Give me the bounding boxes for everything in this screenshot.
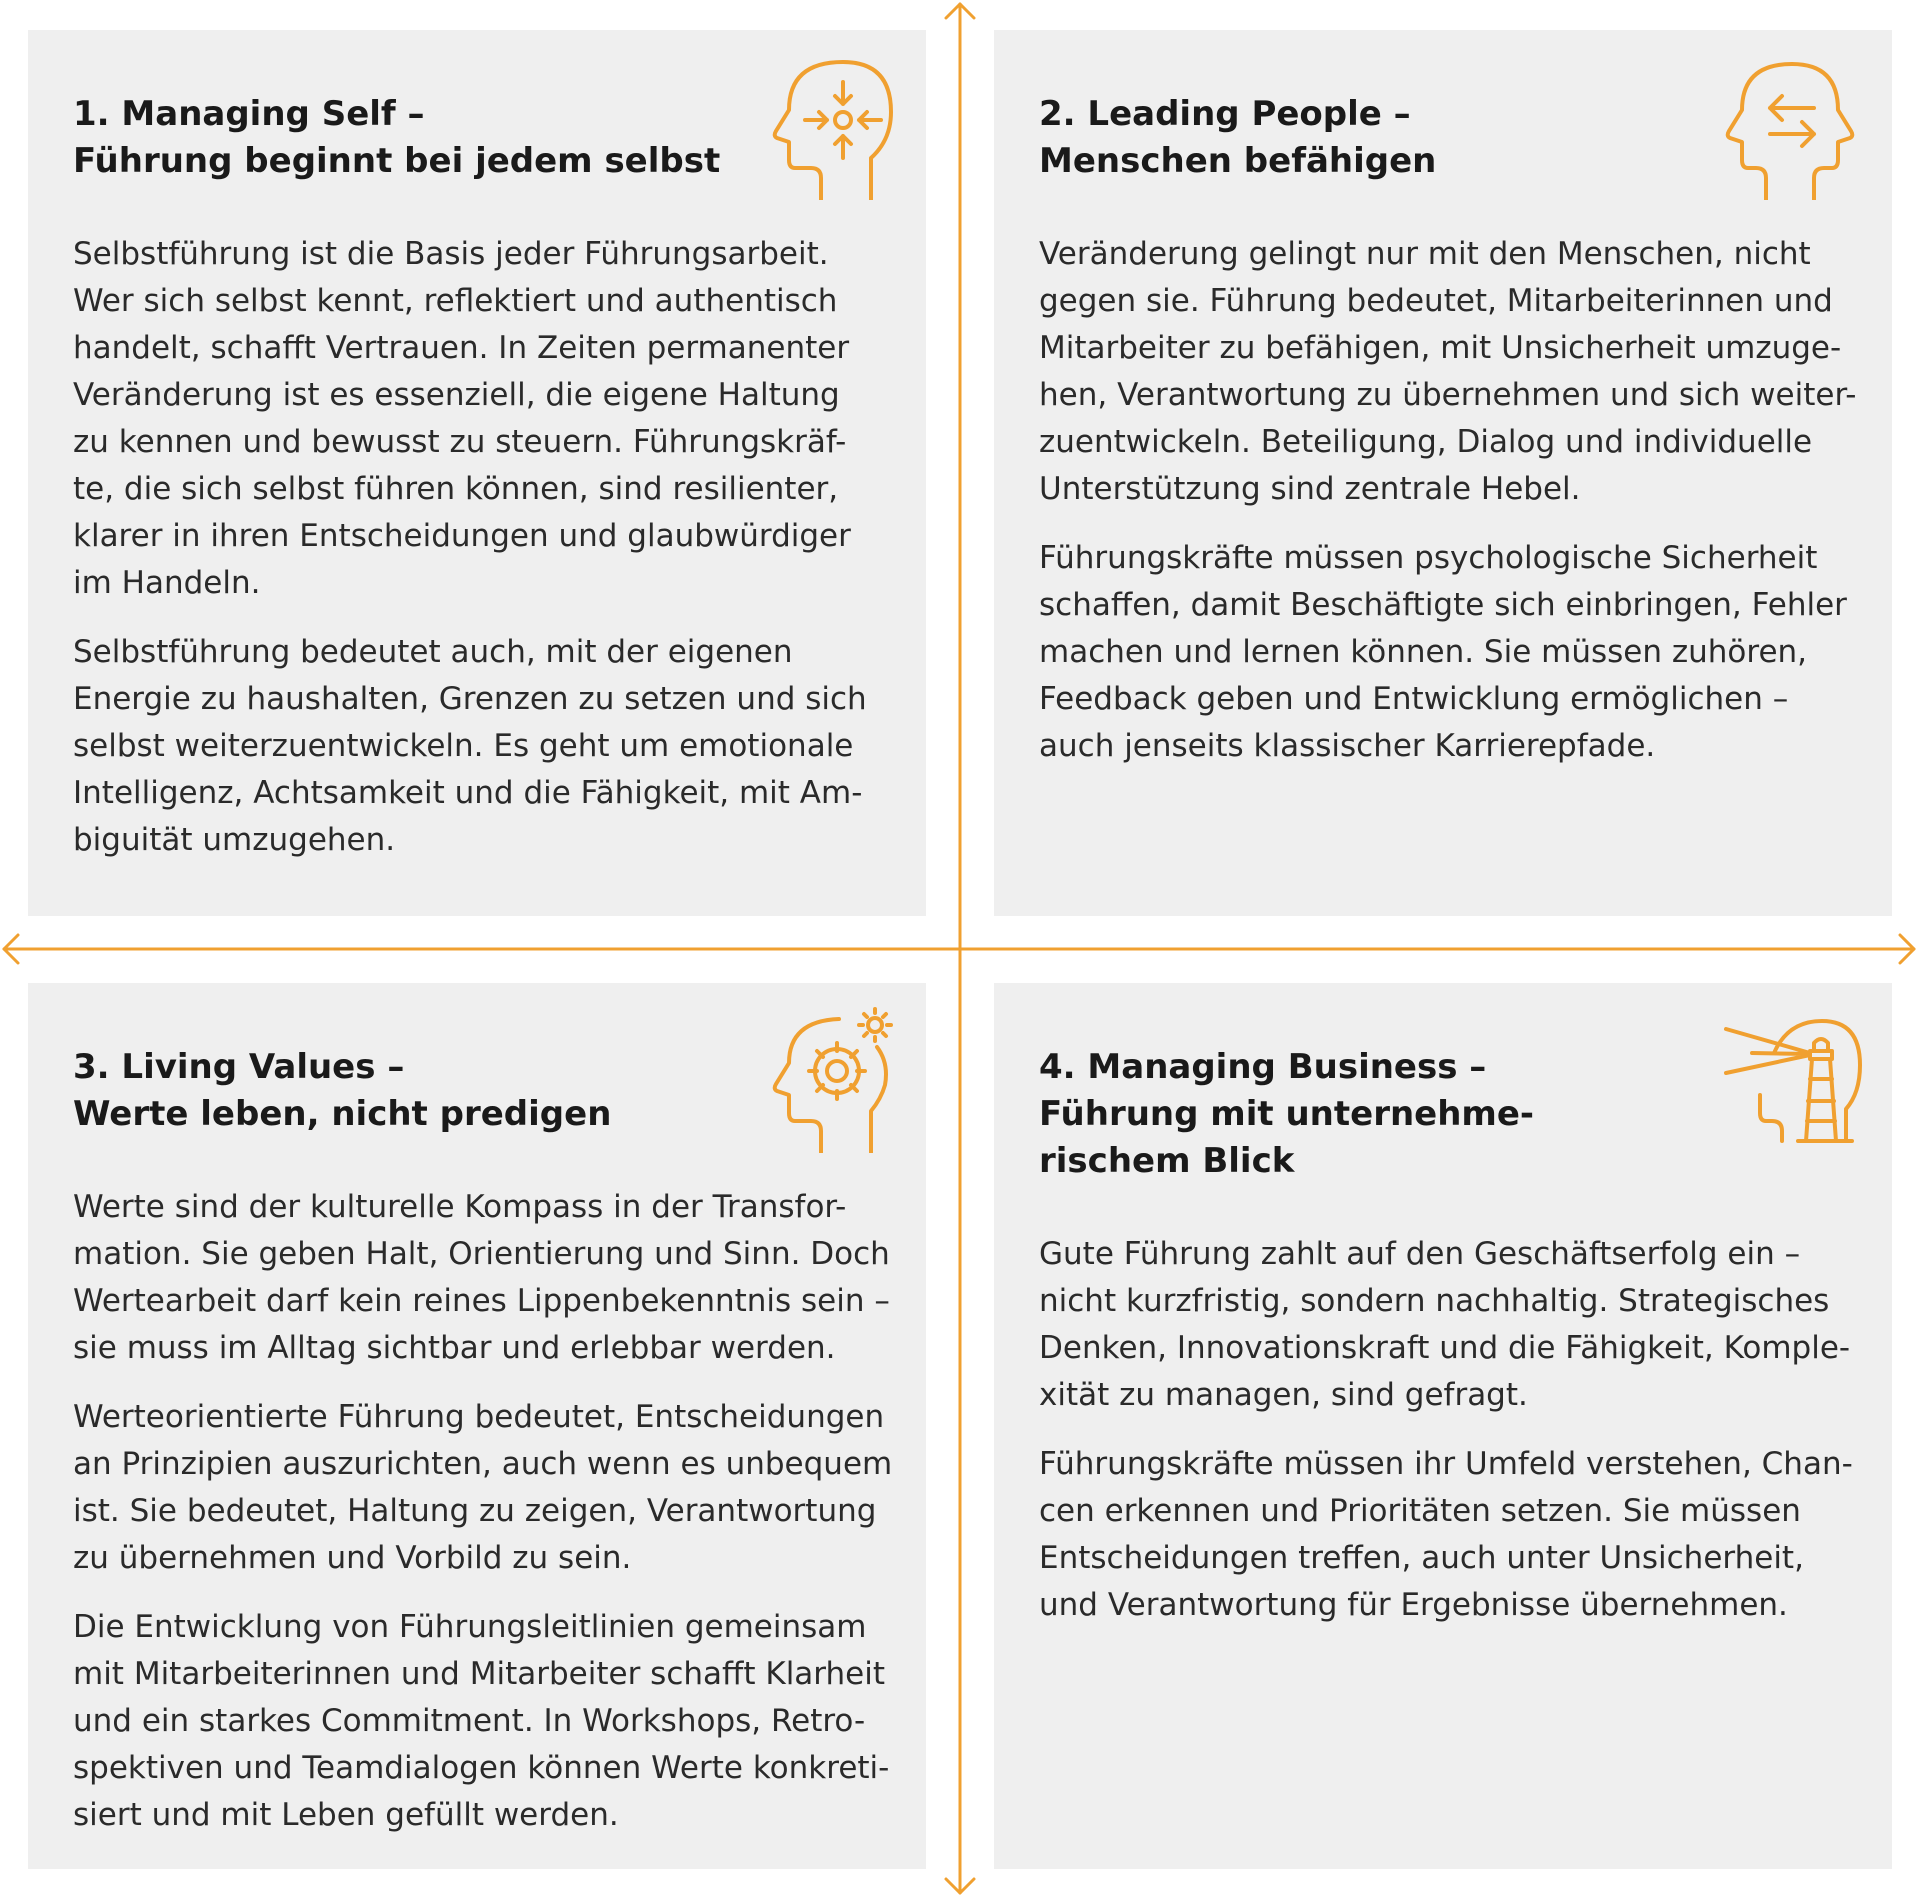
- title-line: rischem Blick: [1039, 1141, 1295, 1181]
- arrow-down-icon: [946, 1879, 974, 1893]
- title-line: 3. Living Values –: [73, 1047, 405, 1087]
- quadrant-body: [1039, 231, 1874, 792]
- paragraph: Gute Führung zahlt auf den Geschäftserfolg ein – nicht kurzfristig, sondern nachhaltig. Strategisches Denken, Innovationskraft und die Fähigkeit, Komple- xität zu managen, sind gefragt.: [1039, 1236, 1851, 1413]
- paragraph: Die Entwicklung von Führungsleitlinien gemeinsam mit Mitarbeiterinnen und Mitarbeiter schafft Klarheit und ein starkes Commitment. In Workshops, Retro- spektiven und Teamdialogen können Werte konkreti- siert und mit Leben gefüllt werden.: [73, 1609, 890, 1833]
- head-focus-arrows-icon: [763, 50, 903, 200]
- arrow-up-icon: [946, 4, 974, 18]
- quadrant-title: [1039, 91, 1729, 185]
- quadrant-title: [73, 1044, 763, 1138]
- quadrant-leading-people: [994, 30, 1892, 916]
- title-line: Führung mit unternehme-: [1039, 1094, 1535, 1134]
- paragraph: Selbstführung bedeutet auch, mit der eigenen Energie zu haushalten, Grenzen zu setzen und sich selbst weiterzuentwickeln. Es geht um emotionale Intelligenz, Achtsamkeit und die Fähigkeit, mit Am- biguität umzugehen.: [73, 634, 867, 858]
- head-gears-icon: [763, 1003, 903, 1153]
- head-lighthouse-icon: [1722, 1003, 1862, 1153]
- quadrant-body: [1039, 1231, 1874, 1651]
- paragraph: Werteorientierte Führung bedeutet, Entscheidungen an Prinzipien auszurichten, auch wenn es unbequem ist. Sie bedeutet, Haltung zu zeigen, Verantwortung zu übernehmen und Vorbild zu sein.: [73, 1399, 893, 1576]
- title-line: 4. Managing Business –: [1039, 1047, 1487, 1087]
- title-line: Menschen befähigen: [1039, 141, 1437, 181]
- paragraph: Führungskräfte müssen psychologische Sicherheit schaffen, damit Beschäftigte sich einbringen, Fehler machen und lernen können. Sie müssen zuhören, Feedback geben und Entwicklung ermöglichen – auch jenseits klassischer Karrierepfade.: [1039, 540, 1847, 764]
- paragraph: Führungskräfte müssen ihr Umfeld verstehen, Chan- cen erkennen und Prioritäten setzen. Sie müssen Entscheidungen treffen, auch unter Unsicherheit, und Verantwortung für Ergebnisse übernehmen.: [1039, 1446, 1853, 1623]
- quadrant-managing-business: [994, 983, 1892, 1869]
- paragraph: Werte sind der kulturelle Kompass in der Transfor- mation. Sie geben Halt, Orientierung und Sinn. Doch Wertearbeit darf kein reines Lippenbekenntnis sein – sie muss im Alltag sichtbar und erlebbar werden.: [73, 1189, 890, 1366]
- paragraph: Selbstführung ist die Basis jeder Führungsarbeit. Wer sich selbst kennt, reflektiert und authentisch handelt, schafft Vertrauen. In Zeiten permanenter Veränderung ist es essenziell, die eigene Haltung zu kennen und bewusst zu steuern. Führungskräf- te, die sich selbst führen können, sind resilienter, klarer in ihren Entscheidungen und glaubwürdiger im Handeln.: [73, 236, 851, 601]
- title-line: Werte leben, nicht predigen: [73, 1094, 612, 1134]
- quadrant-title: [1039, 1044, 1729, 1185]
- quadrant-title: [73, 91, 763, 185]
- title-line: Führung beginnt bei jedem selbst: [73, 141, 721, 181]
- arrow-right-icon: [1900, 935, 1914, 963]
- arrow-left-icon: [4, 935, 18, 963]
- head-exchange-arrows-icon: [1722, 50, 1862, 200]
- title-line: 1. Managing Self –: [73, 94, 425, 134]
- title-line: 2. Leading People –: [1039, 94, 1411, 134]
- quadrant-body: [73, 231, 908, 886]
- quadrant-body: [73, 1184, 908, 1861]
- quadrant-managing-self: [28, 30, 926, 916]
- paragraph: Veränderung gelingt nur mit den Menschen, nicht gegen sie. Führung bedeutet, Mitarbeiterinnen und Mitarbeiter zu befähigen, mit Unsicherheit umzuge- hen, Verantwortung zu übernehmen und sich weiter- zuentwickeln. Beteiligung, Dialog und individuelle Unterstützung sind zentrale Hebel.: [1039, 236, 1857, 507]
- quadrant-living-values: [28, 983, 926, 1869]
